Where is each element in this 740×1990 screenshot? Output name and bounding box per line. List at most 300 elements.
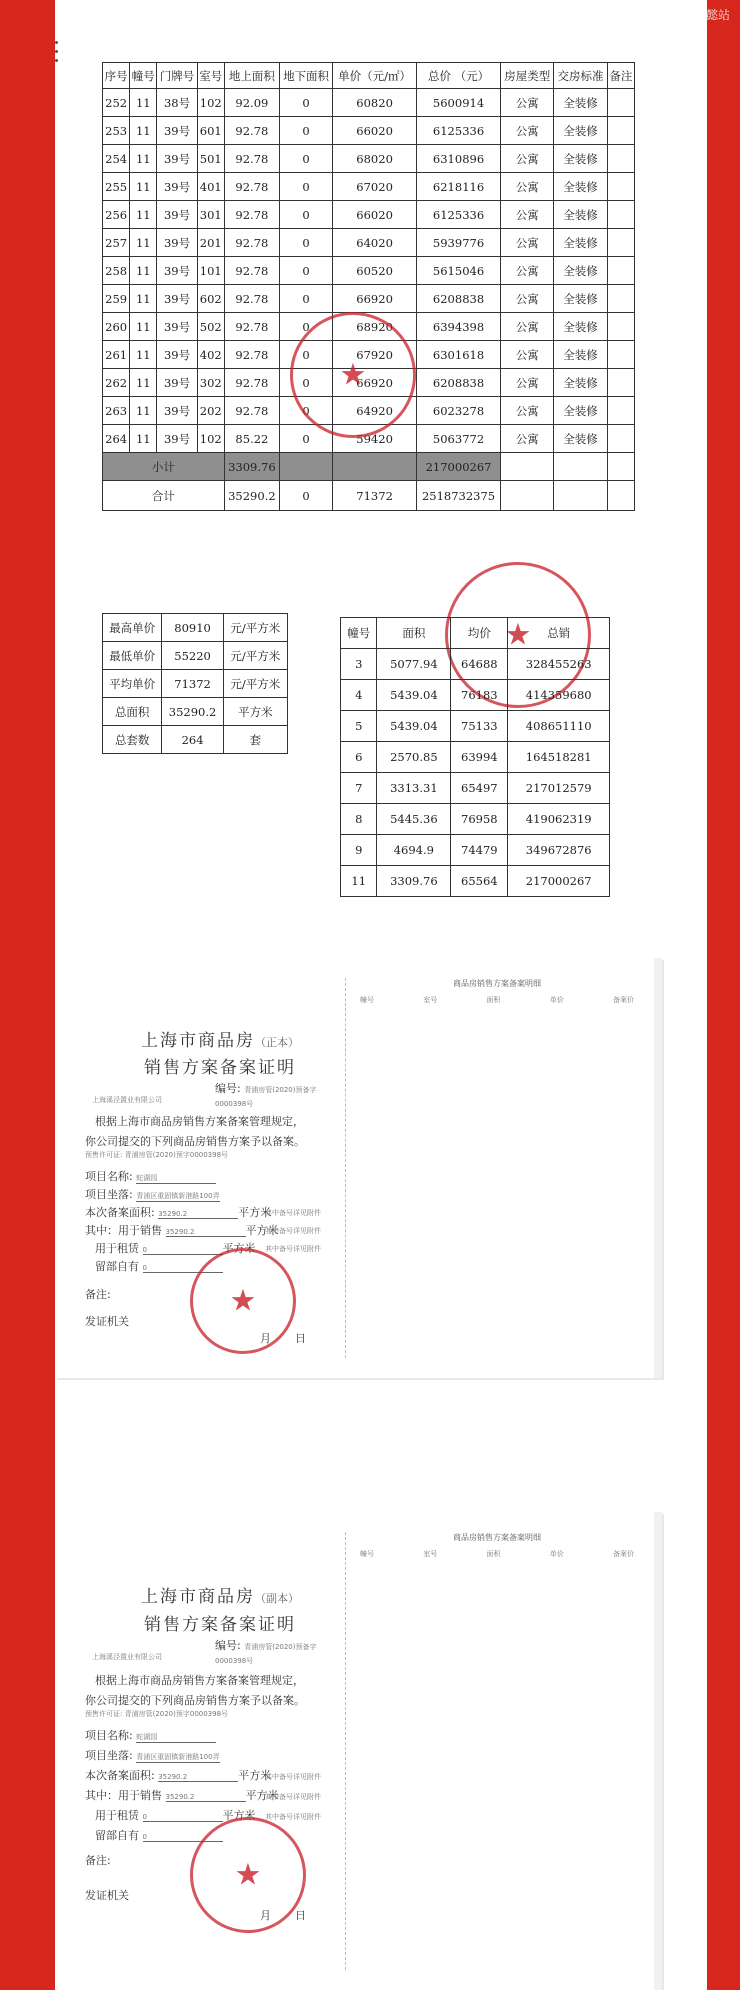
table-cell: 全装修 xyxy=(554,257,607,285)
table-cell: 602 xyxy=(197,285,224,313)
table-cell: 92.78 xyxy=(224,257,279,285)
table-cell xyxy=(607,341,634,369)
table-cell: 全装修 xyxy=(554,117,607,145)
total-label: 合计 xyxy=(103,481,225,511)
building-cell: 64688 xyxy=(451,649,508,680)
table-cell: 92.78 xyxy=(224,117,279,145)
building-row xyxy=(341,773,610,804)
table-cell: 66920 xyxy=(333,369,417,397)
table-cell: 全装修 xyxy=(554,285,607,313)
certificate-copy xyxy=(55,1512,662,1990)
table-cell: 301 xyxy=(197,201,224,229)
stats-unit: 元/平方米 xyxy=(223,642,287,670)
building-cell: 4 xyxy=(341,680,377,711)
building-cell: 11 xyxy=(341,866,377,897)
building-cell: 408651110 xyxy=(508,711,610,742)
table-cell: 0 xyxy=(279,257,332,285)
table-cell xyxy=(607,369,634,397)
table-cell: 11 xyxy=(130,285,157,313)
cert-company: 上海溪泾置业有限公司 xyxy=(92,1653,162,1661)
stats-row xyxy=(103,670,288,698)
table-cell: 38号 xyxy=(157,89,197,117)
cert-title: 上海市商品房（正本） xyxy=(141,1031,299,1051)
building-cell: 63994 xyxy=(451,742,508,773)
table-row xyxy=(103,257,635,285)
stats-row xyxy=(103,614,288,642)
table-row xyxy=(103,145,635,173)
building-row xyxy=(341,835,610,866)
stamp-star-icon: ★ xyxy=(234,1857,262,1893)
table-cell: 11 xyxy=(130,117,157,145)
cert-month: 月 xyxy=(260,1909,271,1922)
cert-divider xyxy=(345,978,346,1358)
table-cell: 全装修 xyxy=(554,397,607,425)
table-cell: 39号 xyxy=(157,145,197,173)
total-empty xyxy=(501,481,554,511)
cert-detail-header xyxy=(360,995,634,1005)
total-empty xyxy=(607,481,634,511)
stats-value: 264 xyxy=(162,726,223,754)
table-cell: 全装修 xyxy=(554,201,607,229)
stats-label: 最低单价 xyxy=(103,642,162,670)
table-cell: 92.78 xyxy=(224,313,279,341)
cert-detail-header xyxy=(360,1549,634,1559)
total-area: 35290.2 xyxy=(224,481,279,511)
table-cell: 0 xyxy=(279,173,332,201)
table-cell: 264 xyxy=(103,425,130,453)
building-cell: 74479 xyxy=(451,835,508,866)
table-cell: 252 xyxy=(103,89,130,117)
stats-body xyxy=(103,614,288,754)
stats-value: 35290.2 xyxy=(162,698,223,726)
building-cell: 3 xyxy=(341,649,377,680)
table-cell: 39号 xyxy=(157,117,197,145)
table-cell: 262 xyxy=(103,369,130,397)
table-cell: 公寓 xyxy=(501,397,554,425)
stats-unit: 元/平方米 xyxy=(223,614,287,642)
table-cell: 67920 xyxy=(333,341,417,369)
table-cell: 402 xyxy=(197,341,224,369)
table-cell: 11 xyxy=(130,313,157,341)
table-cell: 全装修 xyxy=(554,229,607,257)
cert-col: 面积 xyxy=(486,1550,501,1558)
table-row xyxy=(103,201,635,229)
table-cell: 92.09 xyxy=(224,89,279,117)
table-cell: 公寓 xyxy=(501,201,554,229)
cert-extra: 其中备号详见附件 xyxy=(265,1209,321,1217)
table-cell: 39号 xyxy=(157,369,197,397)
table-cell: 6301618 xyxy=(416,341,500,369)
cert-title2: 销售方案备案证明 xyxy=(144,1615,296,1635)
building-cell: 217012579 xyxy=(508,773,610,804)
table-cell: 0 xyxy=(279,201,332,229)
header-cell: 备注 xyxy=(607,63,634,89)
table-cell: 260 xyxy=(103,313,130,341)
building-row xyxy=(341,680,610,711)
building-cell: 8 xyxy=(341,804,377,835)
table-cell: 5600914 xyxy=(416,89,500,117)
building-header-row xyxy=(341,618,610,649)
cert-field: 留部自有 0 xyxy=(95,1258,223,1274)
building-cell: 2570.85 xyxy=(377,742,451,773)
table-cell: 39号 xyxy=(157,425,197,453)
cert-field: 项目坐落: 青浦区重固镇新港路100弄 xyxy=(85,1749,220,1762)
cert-note: 备注: xyxy=(85,1288,111,1301)
total-empty xyxy=(554,481,607,511)
table-cell: 60820 xyxy=(333,89,417,117)
building-cell: 9 xyxy=(341,835,377,866)
table-cell: 公寓 xyxy=(501,257,554,285)
cert-detail-title: 商品房销售方案备案明细 xyxy=(453,979,541,988)
cert-field: 本次备案面积: 35290.2 平方米 xyxy=(85,1769,272,1782)
header-cell: 幢号 xyxy=(341,618,377,649)
table-cell: 64920 xyxy=(333,397,417,425)
header-cell: 总销 xyxy=(508,618,610,649)
table-cell: 全装修 xyxy=(554,341,607,369)
table-cell: 6394398 xyxy=(416,313,500,341)
header-cell: 室号 xyxy=(197,63,224,89)
table-cell: 68920 xyxy=(333,313,417,341)
table-cell: 公寓 xyxy=(501,89,554,117)
table-row xyxy=(103,89,635,117)
cert-field: 用于租赁 0 平方米 xyxy=(95,1242,256,1255)
cert-extra: 其中备号详见附件 xyxy=(265,1813,321,1821)
table-cell: 255 xyxy=(103,173,130,201)
subtotal-price xyxy=(333,453,417,481)
table-cell: 全装修 xyxy=(554,173,607,201)
table-cell: 0 xyxy=(279,89,332,117)
stats-table xyxy=(102,613,288,754)
table-cell: 39号 xyxy=(157,341,197,369)
stats-row xyxy=(103,642,288,670)
cert-office: 发证机关 xyxy=(85,1315,129,1328)
table-cell xyxy=(607,145,634,173)
table-cell: 254 xyxy=(103,145,130,173)
table-cell xyxy=(607,89,634,117)
stats-unit: 平方米 xyxy=(223,698,287,726)
official-stamp xyxy=(290,312,416,438)
building-row xyxy=(341,866,610,897)
table-cell: 0 xyxy=(279,229,332,257)
table-cell: 11 xyxy=(130,425,157,453)
stats-row xyxy=(103,726,288,754)
total-under: 0 xyxy=(279,481,332,511)
subtotal-total: 217000267 xyxy=(416,453,500,481)
cert-para: 预售许可证: 青浦房管(2020)预字0000398号 xyxy=(85,1151,229,1159)
table-cell: 全装修 xyxy=(554,425,607,453)
table-cell: 11 xyxy=(130,173,157,201)
building-table xyxy=(340,617,610,897)
stamp-star-icon: ★ xyxy=(229,1283,257,1319)
cert-col: 单价 xyxy=(549,1550,564,1558)
cert-month: 月 xyxy=(260,1332,271,1345)
table-cell: 全装修 xyxy=(554,369,607,397)
cert-detail-title: 商品房销售方案备案明细 xyxy=(453,1533,541,1542)
header-cell: 单价（元/㎡） xyxy=(333,63,417,89)
table-cell: 公寓 xyxy=(501,145,554,173)
official-stamp xyxy=(190,1248,296,1354)
margin-dots xyxy=(55,35,65,68)
table-cell: 257 xyxy=(103,229,130,257)
table-cell: 全装修 xyxy=(554,145,607,173)
building-cell: 76183 xyxy=(451,680,508,711)
table-cell: 0 xyxy=(279,313,332,341)
table-cell xyxy=(607,173,634,201)
cert-field: 其中：用于销售 35290.2 平方米 xyxy=(85,1789,279,1802)
table-cell: 6125336 xyxy=(416,201,500,229)
subtotal-row xyxy=(103,453,635,481)
cert-day: 日 xyxy=(295,1332,306,1345)
table-cell: 6218116 xyxy=(416,173,500,201)
building-row xyxy=(341,711,610,742)
total-price: 71372 xyxy=(333,481,417,511)
table-cell: 6023278 xyxy=(416,397,500,425)
table-header-row xyxy=(103,63,635,89)
stats-value: 71372 xyxy=(162,670,223,698)
table-cell: 64020 xyxy=(333,229,417,257)
table-cell: 502 xyxy=(197,313,224,341)
building-body xyxy=(341,649,610,897)
cert-para: 你公司提交的下列商品房销售方案予以备案。 xyxy=(85,1694,305,1707)
subtotal-empty xyxy=(554,453,607,481)
stats-label: 最高单价 xyxy=(103,614,162,642)
table-row xyxy=(103,285,635,313)
table-cell: 39号 xyxy=(157,397,197,425)
cert-field: 留部自有 0 xyxy=(95,1827,223,1843)
table-cell: 92.78 xyxy=(224,369,279,397)
table-cell: 92.78 xyxy=(224,229,279,257)
table-cell: 39号 xyxy=(157,285,197,313)
stats-label: 总套数 xyxy=(103,726,162,754)
table-cell xyxy=(607,285,634,313)
cert-field: 项目名称: 蛇湖园 xyxy=(85,1168,216,1184)
cert-field: 其中：用于销售 35290.2 平方米 xyxy=(85,1224,279,1237)
table-cell: 0 xyxy=(279,425,332,453)
header-cell: 地下面积 xyxy=(279,63,332,89)
table-row xyxy=(103,173,635,201)
left-red-border xyxy=(0,0,55,1990)
cert-col: 单价 xyxy=(549,996,564,1004)
header-cell: 门牌号 xyxy=(157,63,197,89)
cert-title: 上海市商品房（副本） xyxy=(141,1587,299,1607)
cert-col: 室号 xyxy=(423,996,438,1004)
table-cell: 85.22 xyxy=(224,425,279,453)
stats-value: 55220 xyxy=(162,642,223,670)
cert-day: 日 xyxy=(295,1909,306,1922)
table-cell: 201 xyxy=(197,229,224,257)
stats-unit: 元/平方米 xyxy=(223,670,287,698)
header-cell: 总价 （元） xyxy=(416,63,500,89)
table-cell: 102 xyxy=(197,89,224,117)
cert-extra: 其中备号详见附件 xyxy=(265,1245,321,1253)
stats-label: 平均单价 xyxy=(103,670,162,698)
table-cell: 39号 xyxy=(157,257,197,285)
table-cell: 59420 xyxy=(333,425,417,453)
table-cell: 66020 xyxy=(333,117,417,145)
building-cell: 419062319 xyxy=(508,804,610,835)
table-cell: 公寓 xyxy=(501,117,554,145)
building-cell: 3313.31 xyxy=(377,773,451,804)
cert-detail-panel xyxy=(360,978,634,1005)
table-cell: 11 xyxy=(130,229,157,257)
cert-col: 备案价 xyxy=(613,1550,634,1558)
total-row xyxy=(103,481,635,511)
table-cell: 公寓 xyxy=(501,313,554,341)
building-cell: 65564 xyxy=(451,866,508,897)
header-cell: 房屋类型 xyxy=(501,63,554,89)
table-cell: 66020 xyxy=(333,201,417,229)
table-cell: 11 xyxy=(130,201,157,229)
cert-company: 上海溪泾置业有限公司 xyxy=(92,1096,162,1104)
subtotal-under xyxy=(279,453,332,481)
table-cell: 公寓 xyxy=(501,229,554,257)
stamp-star-icon: ★ xyxy=(504,617,532,653)
table-cell: 302 xyxy=(197,369,224,397)
header-cell: 序号 xyxy=(103,63,130,89)
building-row xyxy=(341,804,610,835)
building-cell: 65497 xyxy=(451,773,508,804)
building-cell: 7 xyxy=(341,773,377,804)
table-row xyxy=(103,229,635,257)
building-cell: 328455263 xyxy=(508,649,610,680)
table-cell: 68020 xyxy=(333,145,417,173)
table-cell: 39号 xyxy=(157,229,197,257)
building-row xyxy=(341,742,610,773)
cert-col: 幢号 xyxy=(360,1550,374,1558)
table-cell: 253 xyxy=(103,117,130,145)
table-cell: 全装修 xyxy=(554,89,607,117)
table-cell: 258 xyxy=(103,257,130,285)
table-row xyxy=(103,117,635,145)
subtotal-empty xyxy=(607,453,634,481)
subtotal-label: 小计 xyxy=(103,453,225,481)
table-cell xyxy=(607,397,634,425)
cert-divider xyxy=(345,1532,346,1970)
header-cell: 面积 xyxy=(377,618,451,649)
header-cell: 幢号 xyxy=(130,63,157,89)
table-cell: 6125336 xyxy=(416,117,500,145)
price-table xyxy=(102,62,635,511)
official-stamp xyxy=(190,1817,306,1933)
cert-extra: 其中备号详见附件 xyxy=(265,1227,321,1235)
table-cell: 66920 xyxy=(333,285,417,313)
cert-col: 备案价 xyxy=(613,996,634,1004)
subtotal-area: 3309.76 xyxy=(224,453,279,481)
table-cell xyxy=(607,313,634,341)
building-cell: 5445.36 xyxy=(377,804,451,835)
watermark: 搜狐号@搜狐焦点亭懿站 xyxy=(597,8,730,22)
table-cell: 公寓 xyxy=(501,425,554,453)
table-cell: 92.78 xyxy=(224,201,279,229)
table-cell xyxy=(607,117,634,145)
subtotal-empty xyxy=(501,453,554,481)
table-cell: 公寓 xyxy=(501,341,554,369)
cert-field: 项目名称: 蛇湖园 xyxy=(85,1727,216,1743)
table-cell: 11 xyxy=(130,89,157,117)
cert-number: 编号: 青浦房管(2020)预备字0000398号 xyxy=(215,1639,317,1665)
table-cell: 11 xyxy=(130,341,157,369)
total-total: 2518732375 xyxy=(416,481,500,511)
cert-para: 根据上海市商品房销售方案备案管理规定， xyxy=(95,1674,304,1687)
table-cell: 公寓 xyxy=(501,369,554,397)
cert-note: 备注: xyxy=(85,1854,111,1867)
stamp-star-icon: ★ xyxy=(339,357,367,393)
table-cell: 101 xyxy=(197,257,224,285)
table-cell: 102 xyxy=(197,425,224,453)
building-cell: 5077.94 xyxy=(377,649,451,680)
building-row xyxy=(341,649,610,680)
stats-label: 总面积 xyxy=(103,698,162,726)
building-cell: 4694.9 xyxy=(377,835,451,866)
table-cell: 0 xyxy=(279,285,332,313)
table-cell: 39号 xyxy=(157,201,197,229)
cert-para: 预售许可证: 青浦房管(2020)预字0000398号 xyxy=(85,1710,229,1718)
table-cell: 92.78 xyxy=(224,341,279,369)
stats-unit: 套 xyxy=(223,726,287,754)
cert-col: 幢号 xyxy=(360,996,374,1004)
table-cell: 0 xyxy=(279,145,332,173)
building-cell: 6 xyxy=(341,742,377,773)
cert-para: 你公司提交的下列商品房销售方案予以备案。 xyxy=(85,1135,305,1148)
certificate-original xyxy=(55,958,662,1378)
table-cell: 67020 xyxy=(333,173,417,201)
cert-col: 面积 xyxy=(486,996,501,1004)
header-cell: 地上面积 xyxy=(224,63,279,89)
table-cell: 0 xyxy=(279,369,332,397)
table-cell xyxy=(607,201,634,229)
table-cell: 公寓 xyxy=(501,285,554,313)
table-cell: 92.78 xyxy=(224,397,279,425)
stats-value: 80910 xyxy=(162,614,223,642)
table-cell: 261 xyxy=(103,341,130,369)
table-cell: 5939776 xyxy=(416,229,500,257)
building-cell: 5439.04 xyxy=(377,680,451,711)
table-cell: 5615046 xyxy=(416,257,500,285)
table-cell: 401 xyxy=(197,173,224,201)
cert-field: 用于租赁 0 平方米 xyxy=(95,1809,256,1822)
building-cell: 75133 xyxy=(451,711,508,742)
building-cell: 5439.04 xyxy=(377,711,451,742)
table-cell: 5063772 xyxy=(416,425,500,453)
table-cell: 92.78 xyxy=(224,285,279,313)
building-cell: 217000267 xyxy=(508,866,610,897)
cert-title2: 销售方案备案证明 xyxy=(144,1058,296,1078)
table-cell: 39号 xyxy=(157,313,197,341)
table-cell: 501 xyxy=(197,145,224,173)
table-cell xyxy=(607,425,634,453)
cert-para: 根据上海市商品房销售方案备案管理规定， xyxy=(95,1115,304,1128)
cert-detail-panel xyxy=(360,1532,634,1559)
table-cell: 601 xyxy=(197,117,224,145)
table-cell: 259 xyxy=(103,285,130,313)
table-cell: 39号 xyxy=(157,173,197,201)
header-cell: 均价 xyxy=(451,618,508,649)
cert-extra: 其中备号详见附件 xyxy=(265,1773,321,1781)
cert-number: 编号: 青浦房管(2020)预备字0000398号 xyxy=(215,1082,317,1108)
table-cell: 0 xyxy=(279,341,332,369)
table-cell: 11 xyxy=(130,257,157,285)
table-cell xyxy=(607,257,634,285)
table-cell: 92.78 xyxy=(224,145,279,173)
table-cell: 202 xyxy=(197,397,224,425)
building-cell: 5 xyxy=(341,711,377,742)
table-cell: 6208838 xyxy=(416,369,500,397)
building-cell: 414359680 xyxy=(508,680,610,711)
table-cell: 11 xyxy=(130,145,157,173)
building-cell: 164518281 xyxy=(508,742,610,773)
building-cell: 76958 xyxy=(451,804,508,835)
right-red-border xyxy=(707,0,740,1990)
